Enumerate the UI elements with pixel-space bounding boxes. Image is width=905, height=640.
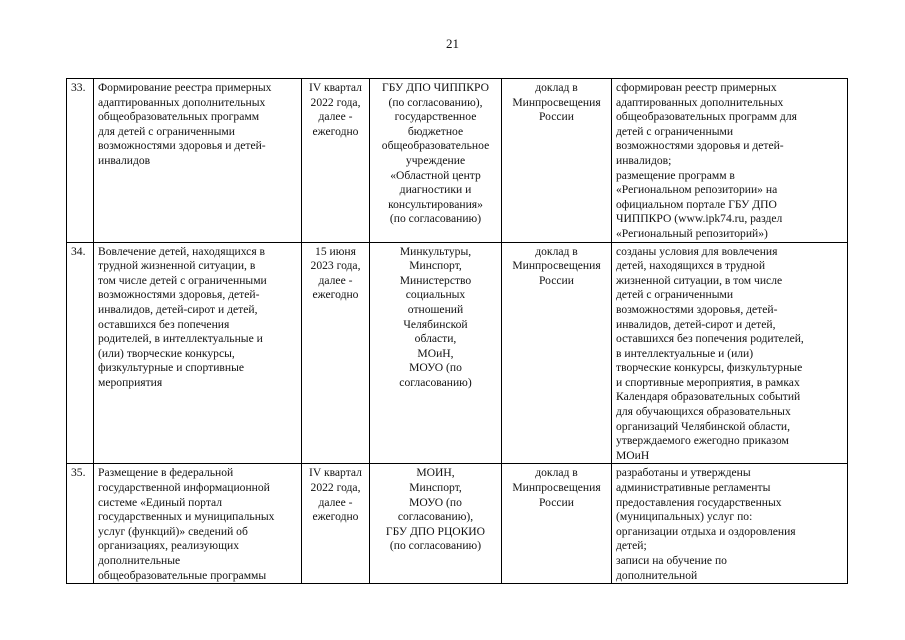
text-line: Минпросвещения — [512, 259, 601, 273]
text-line: родителей, в интеллектуальные и — [98, 332, 263, 346]
text-line: ЧИППКРО (www.ipk74.ru, раздел — [616, 212, 783, 226]
text-line: административные регламенты — [616, 481, 771, 495]
text-line: диагностики и — [399, 183, 472, 197]
expected-result-cell — [612, 79, 848, 243]
text-line: Министерство — [399, 273, 472, 287]
text-line: государственной информационной — [98, 481, 270, 495]
text-line: государственное — [394, 110, 477, 124]
text-line: инвалидов; — [616, 153, 672, 167]
text-line: IV квартал — [309, 81, 362, 94]
text-line: ежегодно — [312, 124, 359, 138]
table-row — [67, 464, 848, 584]
text-line: Минкультуры, — [399, 244, 472, 258]
text-line: размещение программ в — [616, 168, 735, 182]
text-line: доклад в — [535, 244, 578, 258]
text-line: общеобразовательных программ — [98, 110, 260, 124]
text-line: детей с ограниченными — [616, 288, 734, 302]
text-line: и спортивные мероприятия, в рамках — [616, 375, 800, 389]
text-line: дополнительной — [616, 568, 698, 582]
text-line: общеобразовательных программ для — [616, 110, 797, 124]
text-line: согласованию) — [399, 375, 472, 389]
text-line: Минспорт, — [409, 481, 462, 495]
text-line: возможностями здоровья и детей- — [616, 139, 784, 153]
table-row — [67, 79, 848, 243]
report-type-cell — [502, 464, 612, 584]
text-line: учреждение — [405, 153, 466, 167]
text-line: Минспорт, — [409, 259, 462, 273]
text-line: IV квартал — [309, 466, 362, 480]
text-line: отношений — [407, 302, 464, 316]
table-body — [67, 79, 848, 584]
text-line: возможностями здоровья, детей- — [616, 302, 778, 316]
text-line: Размещение в федеральной — [98, 466, 234, 480]
text-line: «Областной центр — [390, 168, 481, 182]
text-line: возможностями здоровья и детей- — [98, 139, 266, 153]
text-line: государственных и муниципальных — [98, 510, 275, 524]
text-line: доклад в — [535, 81, 578, 94]
text-line: ежегодно — [312, 510, 359, 524]
text-line: согласованию), — [397, 510, 474, 524]
text-line: (по согласованию) — [389, 539, 482, 553]
text-line: МОУО (по — [409, 495, 462, 509]
text-line: 2022 года, — [310, 95, 361, 109]
text-line: социальных — [405, 288, 466, 302]
text-line: (муниципальных) услуг по: — [616, 510, 753, 524]
text-line: ГБУ ДПО ЧИППКРО — [382, 81, 489, 94]
executors-cell — [370, 242, 502, 464]
text-line: 15 июня — [315, 244, 356, 258]
text-line: России — [539, 110, 574, 124]
text-line: общеобразовательное — [381, 139, 490, 153]
measure-description — [94, 242, 302, 464]
row-number: 33. — [67, 79, 94, 243]
row-number: 34. — [67, 242, 94, 464]
text-line: Формирование реестра примерных — [98, 81, 272, 94]
text-line: организации отдыха и оздоровления — [616, 524, 796, 538]
table-row — [67, 242, 848, 464]
text-line: разработаны и утверждены — [616, 466, 751, 480]
report-type-cell — [502, 79, 612, 243]
measure-description — [94, 79, 302, 243]
text-line: «Региональный репозиторий») — [616, 226, 768, 240]
text-line: далее - — [318, 495, 353, 509]
text-line: утверждаемого ежегодно приказом — [616, 434, 789, 448]
text-line: жизненной ситуации, в том числе — [616, 273, 783, 287]
deadline-cell — [302, 464, 370, 584]
text-line: Календаря образовательных событий — [616, 390, 801, 404]
text-line: творческие конкурсы, физкультурные — [616, 361, 803, 375]
text-line: далее - — [318, 110, 353, 124]
text-line: далее - — [318, 273, 353, 287]
report-type-cell — [502, 242, 612, 464]
text-line: МОиН, — [417, 346, 454, 360]
text-line: (или) творческие конкурсы, — [98, 346, 235, 360]
text-line: детей; — [616, 539, 647, 553]
text-line: предоставления государственных — [616, 495, 782, 509]
expected-result-cell — [612, 242, 848, 464]
text-line: 2023 года, — [310, 259, 361, 273]
executors-cell — [370, 464, 502, 584]
text-line: МОиН — [616, 448, 650, 462]
text-line: системе «Единый портал — [98, 495, 223, 509]
page-number: 21 — [446, 36, 459, 51]
text-line: физкультурные и спортивные — [98, 361, 245, 375]
executors-cell — [370, 79, 502, 243]
text-line: бюджетное — [407, 124, 464, 138]
text-line: созданы условия для вовлечения — [616, 244, 778, 258]
text-line: Челябинской — [403, 317, 468, 331]
text-line: сформирован реестр примерных — [616, 81, 777, 94]
text-line: возможностями здоровья, детей- — [98, 288, 260, 302]
text-line: (по согласованию), — [388, 95, 483, 109]
deadline-cell — [302, 242, 370, 464]
text-line: организациях, реализующих — [98, 539, 240, 553]
text-line: (по согласованию) — [389, 212, 482, 226]
text-line: России — [539, 495, 574, 509]
text-line: организаций Челябинской области, — [616, 419, 790, 433]
text-line: адаптированных дополнительных — [616, 95, 784, 109]
text-line: адаптированных дополнительных — [98, 95, 266, 109]
text-line: оставшихся без попечения родителей, — [616, 332, 804, 346]
text-line: России — [539, 273, 574, 287]
text-line: официальном портале ГБУ ДПО — [616, 197, 777, 211]
text-line: Минпросвещения — [512, 95, 601, 109]
text-line: детей с ограниченными — [616, 124, 734, 138]
text-line: общеобразовательные программы — [98, 568, 267, 582]
text-line: МОУО (по — [409, 361, 462, 375]
text-line: в интеллектуальные и (или) — [616, 346, 754, 360]
expected-result-cell — [612, 464, 848, 584]
text-line: том числе детей с ограниченными — [98, 273, 267, 287]
text-line: записи на обучение по — [616, 554, 727, 567]
deadline-cell — [302, 79, 370, 243]
text-line: мероприятия — [98, 375, 163, 389]
text-line: области, — [414, 332, 457, 346]
text-line: для обучающихся образовательных — [616, 405, 791, 419]
text-line: детей, находящихся в трудной — [616, 259, 766, 273]
text-line: ежегодно — [312, 288, 359, 302]
text-line: доклад в — [535, 466, 578, 480]
text-line: ГБУ ДПО РЦОКИО — [385, 524, 486, 538]
text-line: Минпросвещения — [512, 481, 601, 495]
text-line: МОИН, — [416, 466, 455, 480]
measure-description — [94, 464, 302, 584]
text-line: дополнительные — [98, 554, 181, 567]
text-line: инвалидов, детей-сирот и детей, — [616, 317, 776, 331]
measures-table — [66, 78, 848, 584]
text-line: инвалидов — [98, 153, 151, 167]
row-number: 35. — [67, 464, 94, 584]
text-line: Вовлечение детей, находящихся в — [98, 244, 266, 258]
text-line: для детей с ограниченными — [98, 124, 235, 138]
text-line: «Региональном репозитории» на — [616, 183, 778, 197]
text-line: 2022 года, — [310, 481, 361, 495]
text-line: оставшихся без попечения — [98, 317, 230, 331]
text-line: консультирования» — [388, 197, 483, 211]
text-line: трудной жизненной ситуации, в — [98, 259, 256, 273]
text-line: инвалидов, детей-сирот и детей, — [98, 302, 258, 316]
text-line: услуг (функций)» сведений об — [98, 524, 248, 538]
